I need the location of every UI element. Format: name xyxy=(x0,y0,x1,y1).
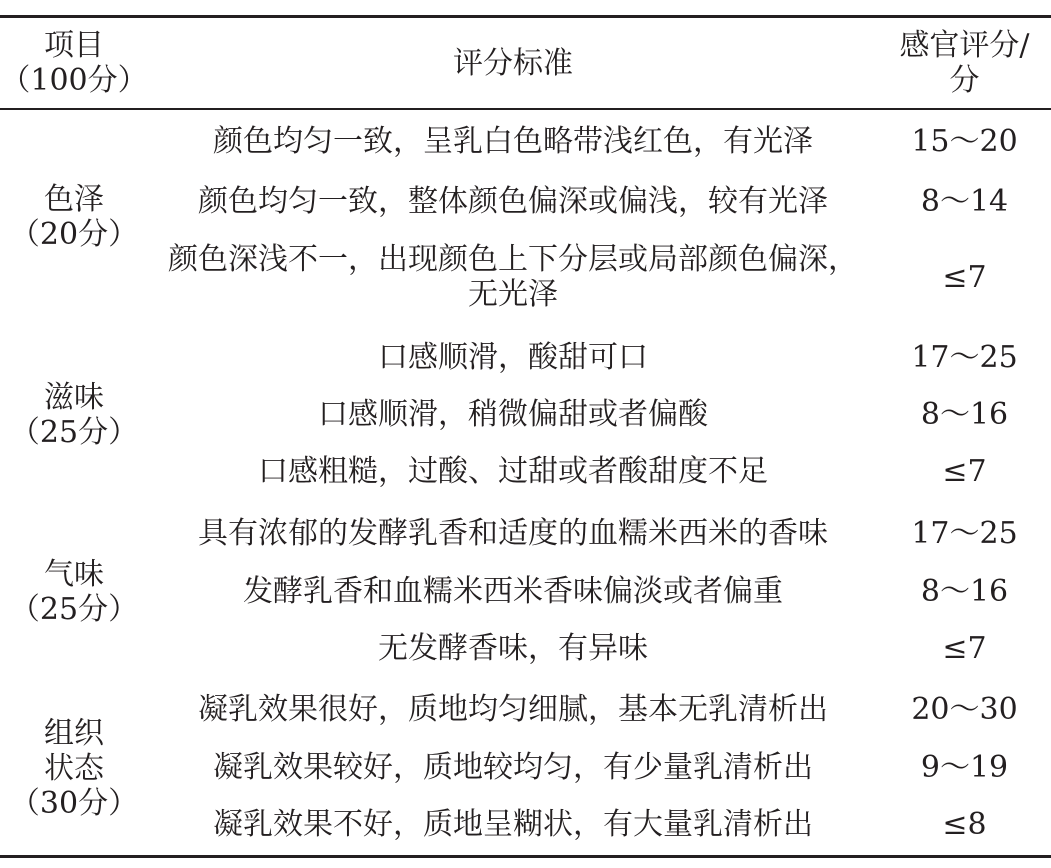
score-text: 9～19 xyxy=(920,749,1009,785)
criteria-text: 颜色均匀一致，整体颜色偏深或偏浅，较有光泽 xyxy=(198,183,828,219)
category-name-line: 状态 xyxy=(44,750,104,786)
criteria-cell xyxy=(148,178,878,224)
criteria-text: 凝乳效果较好，质地较均匀，有少量乳清析出 xyxy=(213,749,813,785)
criteria-text: 口感粗糙，过酸、过甜或者酸甜度不足 xyxy=(258,453,768,489)
category-name-line: 滋味 xyxy=(44,380,104,415)
category-points-line: （25分） xyxy=(9,592,139,627)
score-text: ≤8 xyxy=(942,806,987,842)
criteria-cell xyxy=(148,686,878,732)
table-top-rule xyxy=(0,15,1051,18)
header-bottom-rule xyxy=(0,108,1051,110)
criteria-text: 凝乳效果很好，质地均匀细腻，基本无乳清析出 xyxy=(198,691,828,727)
score-cell xyxy=(878,118,1051,164)
score-cell xyxy=(878,178,1051,224)
score-text: 17～25 xyxy=(911,515,1018,551)
header-score-line1: 感官评分/ xyxy=(899,28,1030,63)
header-item-cell xyxy=(0,20,148,106)
score-text: 8～14 xyxy=(920,183,1009,219)
criteria-text-line2: 无光泽 xyxy=(468,277,558,312)
criteria-text: 无发酵香味，有异味 xyxy=(378,630,648,666)
score-cell xyxy=(878,568,1051,614)
score-text: ≤7 xyxy=(942,630,987,666)
category-color-cell xyxy=(0,112,148,322)
category-name-line: 色泽 xyxy=(44,182,104,217)
score-cell xyxy=(878,510,1051,556)
category-texture-cell xyxy=(0,684,148,852)
score-cell xyxy=(878,801,1051,847)
score-cell xyxy=(878,686,1051,732)
criteria-cell xyxy=(148,744,878,790)
criteria-cell xyxy=(148,510,878,556)
score-text: ≤7 xyxy=(942,259,987,295)
category-name-line: 组织 xyxy=(44,715,104,751)
criteria-text-line1: 颜色深浅不一，出现颜色上下分层或局部颜色偏深， xyxy=(168,242,858,277)
score-text: 8～16 xyxy=(920,573,1009,609)
category-aroma-cell xyxy=(0,508,148,676)
table-bottom-rule xyxy=(0,855,1051,858)
score-text: 8～16 xyxy=(920,396,1009,432)
criteria-cell xyxy=(148,334,878,380)
header-score-cell xyxy=(878,20,1051,106)
category-points-line: （30分） xyxy=(9,785,139,821)
score-text: ≤7 xyxy=(942,453,987,489)
category-points-line: （20分） xyxy=(9,217,139,252)
score-cell xyxy=(878,391,1051,437)
score-cell xyxy=(878,448,1051,494)
category-taste-cell xyxy=(0,330,148,500)
score-text: 20～30 xyxy=(911,691,1018,727)
score-cell xyxy=(878,625,1051,671)
criteria-cell xyxy=(148,568,878,614)
score-cell xyxy=(878,238,1051,316)
criteria-text: 颜色均匀一致，呈乳白色略带浅红色，有光泽 xyxy=(213,123,813,159)
header-criteria-cell xyxy=(148,20,878,106)
criteria-text: 发酵乳香和血糯米西米香味偏淡或者偏重 xyxy=(243,573,783,609)
score-text: 17～25 xyxy=(911,339,1018,375)
criteria-cell xyxy=(148,391,878,437)
category-points-line: （25分） xyxy=(9,415,139,450)
category-name-line: 气味 xyxy=(44,557,104,592)
score-text: 15～20 xyxy=(911,123,1018,159)
header-criteria: 评分标准 xyxy=(453,45,573,81)
criteria-cell xyxy=(148,118,878,164)
score-cell xyxy=(878,744,1051,790)
criteria-cell xyxy=(148,238,878,316)
score-cell xyxy=(878,334,1051,380)
criteria-cell xyxy=(148,625,878,671)
criteria-text: 具有浓郁的发酵乳香和适度的血糯米西米的香味 xyxy=(198,515,828,551)
criteria-cell xyxy=(148,801,878,847)
header-item-line2: （100分） xyxy=(0,63,148,98)
criteria-text: 凝乳效果不好，质地呈糊状，有大量乳清析出 xyxy=(213,806,813,842)
criteria-text: 口感顺滑，酸甜可口 xyxy=(378,339,648,375)
header-item-line1: 项目 xyxy=(44,28,104,63)
criteria-text: 口感顺滑，稍微偏甜或者偏酸 xyxy=(318,396,708,432)
header-score-line2: 分 xyxy=(949,63,980,98)
criteria-cell xyxy=(148,448,878,494)
